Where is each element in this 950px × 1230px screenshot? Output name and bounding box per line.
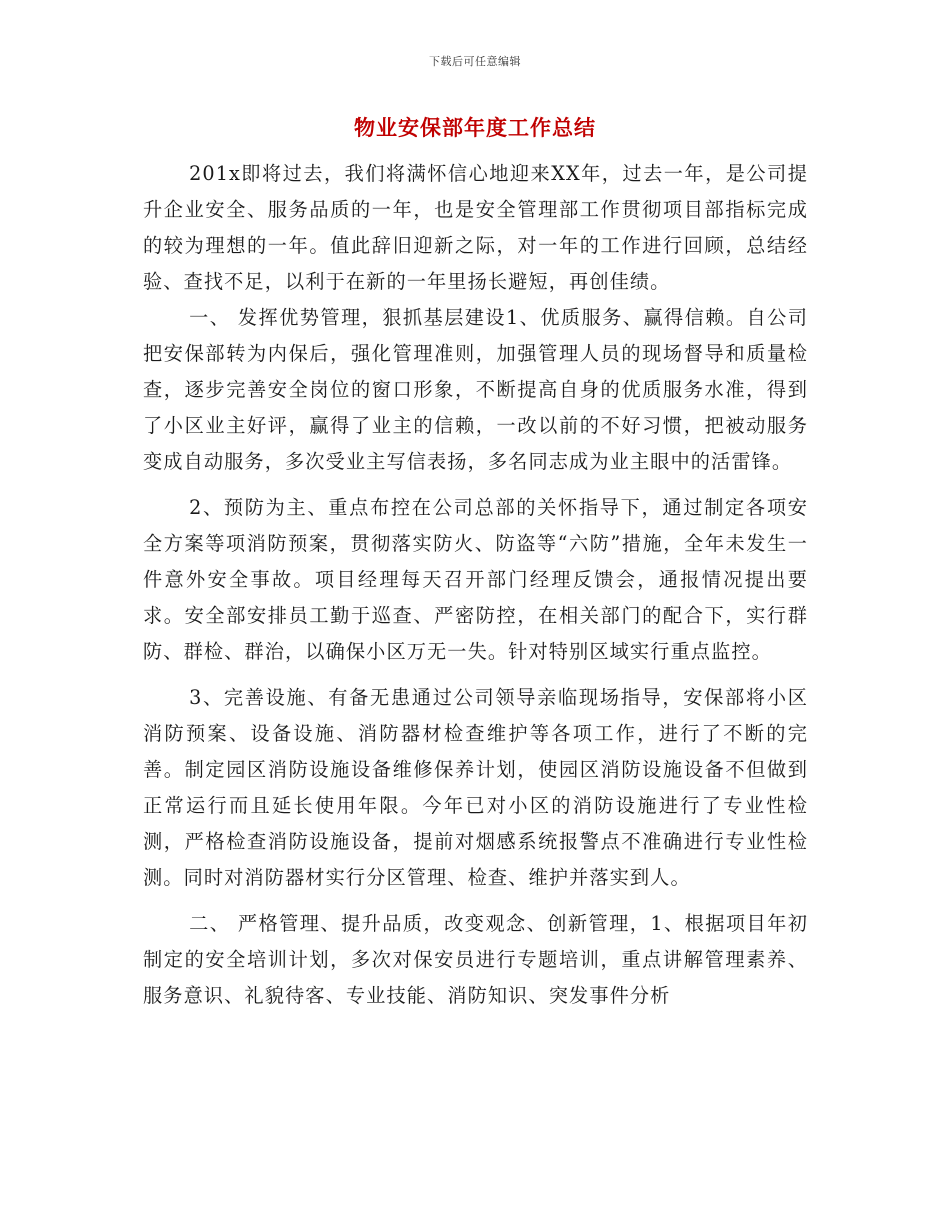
paragraph-intro: 201x即将过去，我们将满怀信心地迎来XX年，过去一年，是公司提升企业安全、服务品质的一年，也是安全管理部工作贯彻项目部指标完成的较为理想的一年。值此辞旧迎新之际，对一年的工作进行回顾，总结经验、查找不足，以利于在新的一年里扬长避短，再创佳绩。 [143, 162, 808, 293]
paragraph-item-3: 3、完善设施、有备无患通过公司领导亲临现场指导，安保部将小区消防预案、设备设施、消防器材检查维护等各项工作，进行了不断的完善。制定园区消防设施设备维修保养计划，使园区消防设施设备不但做到正常运行而且延长使用年限。今年已对小区的消防设施进行了专业性检测，严格检查消防设施设备，提前对烟感系统报警点不准确进行专业性检测。同时对消防器材实行分区管理、检查、维护并落实到人。 [143, 686, 808, 889]
document-body [143, 156, 808, 1014]
paragraph-section-2: 二、 严格管理、提升品质，改变观念、创新管理，1、根据项目年初制定的安全培训计划，多次对保安员进行专题培训，重点讲解管理素养、服务意识、礼貌待客、专业技能、消防知识、突发事件分析 [143, 912, 808, 1007]
page-header-note: 下载后可任意编辑 [429, 55, 521, 68]
paragraph-item-2: 2、预防为主、重点布控在公司总部的关怀指导下，通过制定各项安全方案等项消防预案，贯彻落实防火、防盗等“六防”措施，全年未发生一件意外安全事故。项目经理每天召开部门经理反馈会，通报情况提出要求。安全部安排员工勤于巡查、严密防控，在相关部门的配合下，实行群防、群检、群治，以确保小区万无一失。针对特别区域实行重点监控。 [143, 496, 808, 663]
paragraph-section-1: 一、 发挥优势管理，狠抓基层建设1、优质服务、赢得信赖。自公司把安保部转为内保后，强化管理准则，加强管理人员的现场督导和质量检查，逐步完善安全岗位的窗口形象，不断提高自身的优质服务水准，得到了小区业主好评，赢得了业主的信赖，一改以前的不好习惯，把被动服务变成自动服务，多次受业主写信表扬，多名同志成为业主眼中的活雷锋。 [143, 306, 808, 473]
document-title: 物业安保部年度工作总结 [354, 115, 596, 140]
